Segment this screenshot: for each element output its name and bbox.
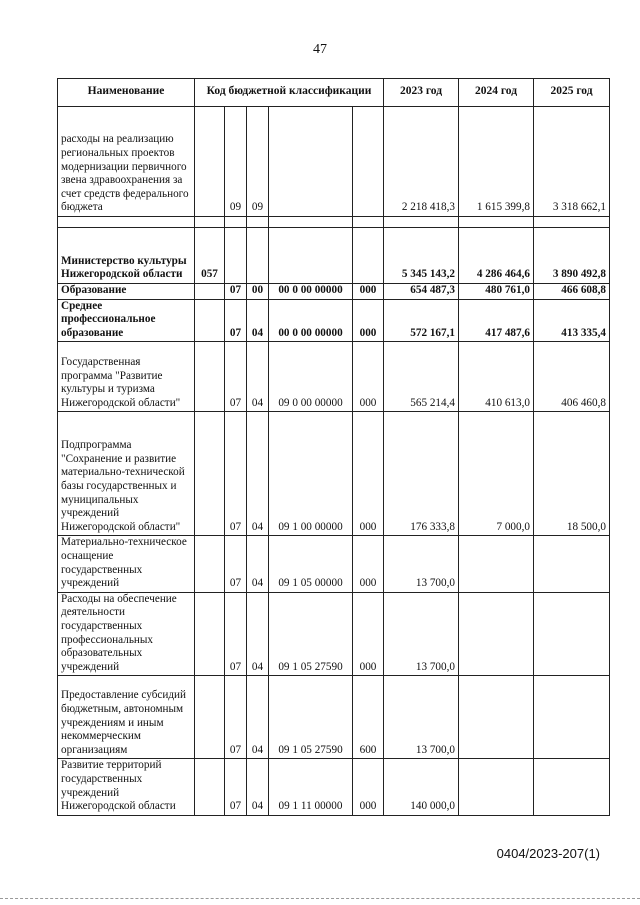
table-row [58,592,610,676]
row-vr: 000 [353,284,384,300]
row-ved [195,284,225,300]
row-name: Расходы на обеспечение деятельности государственных профессиональных образовательных учреждений [58,592,195,676]
row-ved [195,592,225,676]
table-row [58,342,610,412]
row-pr: 09 [247,107,269,217]
row-rz: 07 [225,592,247,676]
row-vr: 000 [353,299,384,342]
spacer-row [58,217,610,228]
page-number: 47 [313,42,327,57]
row-ved [195,107,225,217]
row-rz: 07 [225,759,247,815]
row-2024: 417 487,6 [459,299,534,342]
row-rz: 09 [225,107,247,217]
row-rz: 07 [225,536,247,592]
row-pr [247,228,269,284]
header-name: Наименование [58,79,195,107]
row-vr: 000 [353,592,384,676]
table-row [58,676,610,759]
row-ved [195,342,225,412]
row-rz: 07 [225,412,247,536]
row-2024 [459,759,534,815]
row-ved [195,536,225,592]
row-2023: 654 487,3 [384,284,459,300]
row-2023: 13 700,0 [384,536,459,592]
row-vr [353,228,384,284]
row-name: Министерство культуры Нижегородской области [58,228,195,284]
row-pr: 04 [247,759,269,815]
row-2023: 140 000,0 [384,759,459,815]
table-row [58,299,610,342]
row-2025 [534,592,610,676]
row-2024 [459,676,534,759]
header-row [58,79,610,107]
row-2023: 2 218 418,3 [384,107,459,217]
table-row [58,228,610,284]
table-row [58,412,610,536]
header-2025: 2025 год [534,79,610,107]
row-name: Развитие территорий государственных учреждений Нижегородской области [58,759,195,815]
row-2025: 466 608,8 [534,284,610,300]
header-code: Код бюджетной классификации [195,79,384,107]
header-2023: 2023 год [384,79,459,107]
row-csr: 09 1 11 00000 [269,759,353,815]
row-2024: 480 761,0 [459,284,534,300]
row-csr: 09 1 05 27590 [269,592,353,676]
row-csr: 09 1 05 00000 [269,536,353,592]
row-vr [353,107,384,217]
row-rz [225,228,247,284]
row-2023: 565 214,4 [384,342,459,412]
row-vr: 600 [353,676,384,759]
row-2024: 7 000,0 [459,412,534,536]
row-rz: 07 [225,676,247,759]
row-2025: 3 318 662,1 [534,107,610,217]
row-csr: 09 0 00 00000 [269,342,353,412]
row-pr: 04 [247,676,269,759]
row-name: Материально-техническое оснащение государственных учреждений [58,536,195,592]
row-2025: 3 890 492,8 [534,228,610,284]
row-csr: 09 1 05 27590 [269,676,353,759]
row-pr: 04 [247,412,269,536]
row-csr: 09 1 00 00000 [269,412,353,536]
row-ved [195,676,225,759]
table-row [58,759,610,815]
row-csr [269,107,353,217]
row-2025: 413 335,4 [534,299,610,342]
row-2025 [534,759,610,815]
row-csr: 00 0 00 00000 [269,299,353,342]
row-2025: 18 500,0 [534,412,610,536]
row-vr: 000 [353,412,384,536]
row-name: Государственная программа "Развитие культуры и туризма Нижегородской области" [58,342,195,412]
row-csr: 00 0 00 00000 [269,284,353,300]
row-2025 [534,536,610,592]
row-pr: 04 [247,592,269,676]
bottom-divider [0,898,640,899]
row-2023: 176 333,8 [384,412,459,536]
row-2024: 1 615 399,8 [459,107,534,217]
row-name: Среднее профессиональное образование [58,299,195,342]
row-ved: 057 [195,228,225,284]
row-pr: 04 [247,299,269,342]
row-2025: 406 460,8 [534,342,610,412]
row-name: Подпрограмма "Сохранение и развитие материально-технической базы государственных и муниципальных учреждений Нижегородской области" [58,412,195,536]
row-2025 [534,676,610,759]
row-2024: 4 286 464,6 [459,228,534,284]
header-2024: 2024 год [459,79,534,107]
table-row [58,107,610,217]
row-name: Образование [58,284,195,300]
row-pr: 04 [247,342,269,412]
document-code: 0404/2023-207(1) [496,846,600,861]
row-pr: 04 [247,536,269,592]
row-2024 [459,592,534,676]
row-name: расходы на реализацию региональных проектов модернизации первичного звена здравоохранения за счет средств федерального бюджета [58,107,195,217]
row-vr: 000 [353,342,384,412]
row-csr [269,228,353,284]
row-rz: 07 [225,284,247,300]
budget-table [57,78,610,816]
row-2023: 13 700,0 [384,592,459,676]
row-ved [195,412,225,536]
row-2023: 5 345 143,2 [384,228,459,284]
row-2023: 572 167,1 [384,299,459,342]
row-pr: 00 [247,284,269,300]
row-name: Предоставление субсидий бюджетным, автономным учреждениям и иным некоммерческим организациям [58,676,195,759]
row-ved [195,759,225,815]
row-2023: 13 700,0 [384,676,459,759]
row-vr: 000 [353,759,384,815]
row-ved [195,299,225,342]
row-rz: 07 [225,342,247,412]
row-rz: 07 [225,299,247,342]
row-2024 [459,536,534,592]
table-row [58,536,610,592]
row-vr: 000 [353,536,384,592]
table-row [58,284,610,300]
row-2024: 410 613,0 [459,342,534,412]
